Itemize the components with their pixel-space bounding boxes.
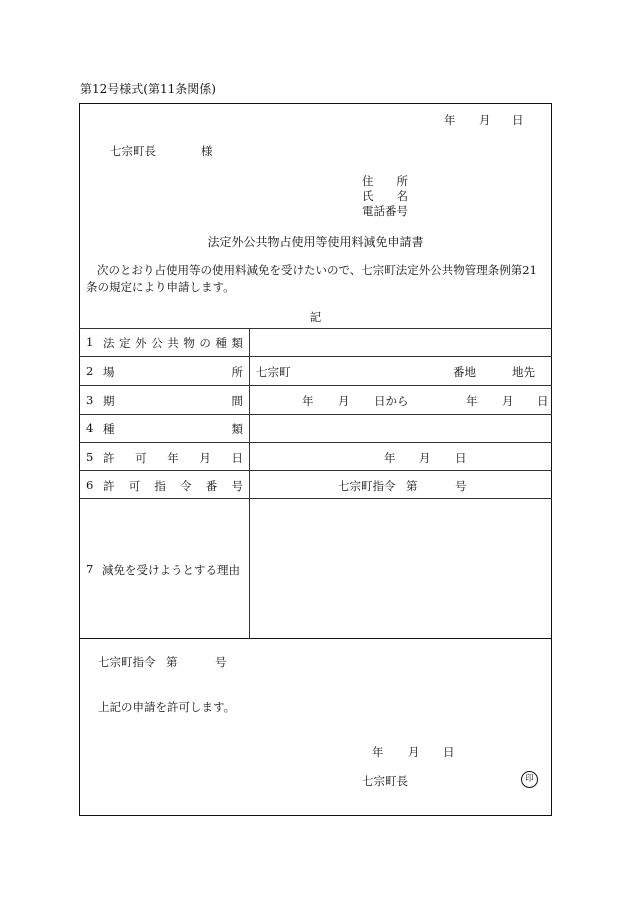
table-rule bbox=[79, 356, 552, 357]
period-from-month: 月 bbox=[338, 394, 350, 408]
period-from-day: 日から bbox=[374, 394, 409, 408]
location-banchi: 番地 bbox=[453, 365, 476, 379]
header-month: 月 bbox=[479, 113, 491, 127]
applicant-name-label: 氏 名 bbox=[362, 189, 408, 203]
approval-order-go: 号 bbox=[215, 655, 227, 669]
row-number: 2 bbox=[86, 364, 94, 378]
row-number: 7 bbox=[86, 562, 94, 576]
approval-divider bbox=[79, 638, 552, 639]
table-rule bbox=[79, 442, 552, 443]
row-label-public-property-type: 法 定 外 公 共 物 の 種 類 bbox=[103, 336, 243, 350]
approval-month: 月 bbox=[408, 745, 420, 759]
row-label-permit-date: 許 可 年 月 日 bbox=[103, 451, 243, 465]
permit-year: 年 bbox=[384, 451, 396, 465]
row-label-location: 場 所 bbox=[103, 365, 243, 379]
permit-day: 日 bbox=[455, 451, 467, 465]
applicant-address-label: 住 所 bbox=[362, 174, 408, 188]
table-column-divider bbox=[249, 328, 250, 638]
approval-day: 日 bbox=[443, 745, 455, 759]
permit-order-go: 号 bbox=[455, 479, 467, 493]
approval-statement: 上記の申請を許可します。 bbox=[98, 700, 236, 714]
period-to-day: 日 bbox=[537, 394, 549, 408]
applicant-phone-label: 電話番号 bbox=[362, 204, 408, 218]
table-rule bbox=[79, 328, 552, 329]
approval-year: 年 bbox=[372, 745, 384, 759]
row-number: 4 bbox=[86, 421, 94, 435]
period-to-year: 年 bbox=[466, 394, 478, 408]
approval-order-prefix: 七宗町指令 bbox=[98, 655, 156, 669]
period-to-month: 月 bbox=[502, 394, 514, 408]
row-label-period: 期 間 bbox=[103, 394, 243, 408]
form-caption: 第12号様式(第11条関係) bbox=[80, 82, 216, 96]
location-town: 七宗町 bbox=[256, 365, 291, 379]
row-number: 6 bbox=[86, 478, 94, 492]
approval-order-dai: 第 bbox=[166, 655, 178, 669]
row-number: 5 bbox=[86, 450, 94, 464]
table-rule bbox=[79, 385, 552, 386]
addressee-honorific: 様 bbox=[201, 144, 213, 158]
row-label-permit-order-number: 許 可 指 令 番 号 bbox=[103, 479, 243, 493]
period-from-year: 年 bbox=[302, 394, 314, 408]
application-statement: 次のとおり占使用等の使用料減免を受けたいので、七宗町法定外公共物管理条例第21条の規定により申請します。 bbox=[86, 263, 537, 294]
seal-mark-icon: 印 bbox=[521, 771, 538, 788]
table-rule bbox=[79, 498, 552, 499]
permit-month: 月 bbox=[419, 451, 431, 465]
row-label-type: 種 類 bbox=[103, 422, 243, 436]
table-rule bbox=[79, 470, 552, 471]
approval-signer: 七宗町長 bbox=[362, 774, 408, 788]
permit-order-prefix: 七宗町指令 bbox=[338, 479, 396, 493]
row-number: 3 bbox=[86, 393, 94, 407]
header-year: 年 bbox=[444, 113, 456, 127]
table-rule bbox=[79, 414, 552, 415]
row-label-reduction-reason: 減免を受けようとする理由 bbox=[102, 563, 240, 577]
location-chisaki: 地先 bbox=[512, 365, 535, 379]
header-day: 日 bbox=[512, 113, 524, 127]
addressee-name: 七宗町長 bbox=[110, 144, 156, 158]
permit-order-dai: 第 bbox=[406, 479, 418, 493]
row-number: 1 bbox=[86, 335, 94, 349]
form-title: 法定外公共物占使用等使用料減免申請書 bbox=[207, 235, 424, 249]
ki-marker: 記 bbox=[309, 310, 322, 324]
